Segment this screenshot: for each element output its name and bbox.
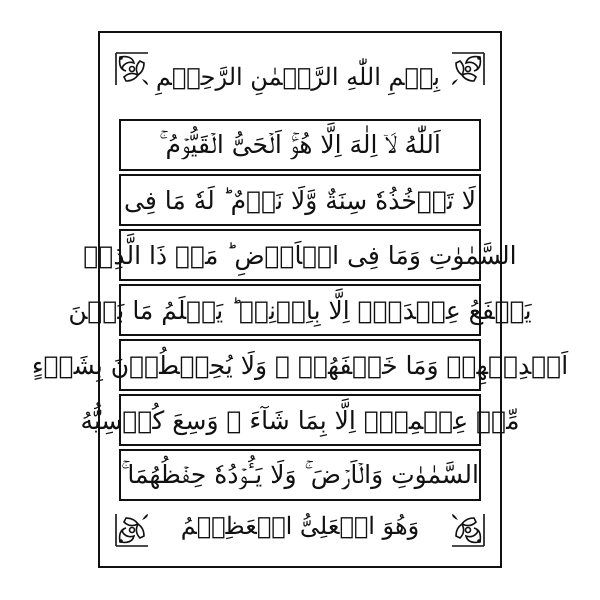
basmala-heading: بِسۡمِ اللّٰهِ الرَّحۡمٰنِ الرَّحِيۡمِ <box>155 63 440 91</box>
verse-lines <box>31 119 569 504</box>
verse-line: مِّنۡ عِلۡمِهٖۤ اِلَّا بِمَا شَآءَ ۚ وَسِعَ كُرۡسِيُّهُ <box>119 394 481 446</box>
verse-line: لَا تَاۡخُذُهٗ سِنَةٌ وَّلَا نَوۡمٌ ؕ لَهٗ مَا فِى <box>119 174 481 226</box>
floral-corner-icon <box>112 510 152 550</box>
floral-corner-icon <box>112 49 152 89</box>
floral-corner-icon <box>448 49 488 89</box>
verse-line: اَللّٰهُ لَاۤ اِلٰهَ اِلَّا هُوَۚ اَلۡحَىُّ الۡقَيُّوۡمُ ۚ <box>119 119 481 171</box>
verse-line: السَّمٰوٰتِ وَمَا فِى الۡاَرۡضِ ؕ مَنۡ ذَا الَّذِىۡ <box>119 229 481 281</box>
closing-line: وَهُوَ الۡعَلِىُّ الۡعَظِيۡمُ <box>180 512 420 540</box>
verse-line: اَيۡدِيۡهِمۡ وَمَا خَلۡفَهُمۡ ۚ وَلَا يُحِيۡطُوۡنَ بِشَىۡءٍ <box>119 339 481 391</box>
floral-corner-icon <box>448 510 488 550</box>
verse-line: السَّمٰوٰتِ وَالۡاَرۡضَ ۚ وَلَا يَـُٔوۡدُهٗ حِفۡظُهُمَا ۚ <box>119 449 481 501</box>
verse-frame <box>31 31 569 568</box>
verse-line: يَشۡفَعُ عِنۡدَهٗۤ اِلَّا بِاِذۡنِهٖ ؕ يَعۡلَمُ مَا بَيۡنَ <box>119 284 481 336</box>
